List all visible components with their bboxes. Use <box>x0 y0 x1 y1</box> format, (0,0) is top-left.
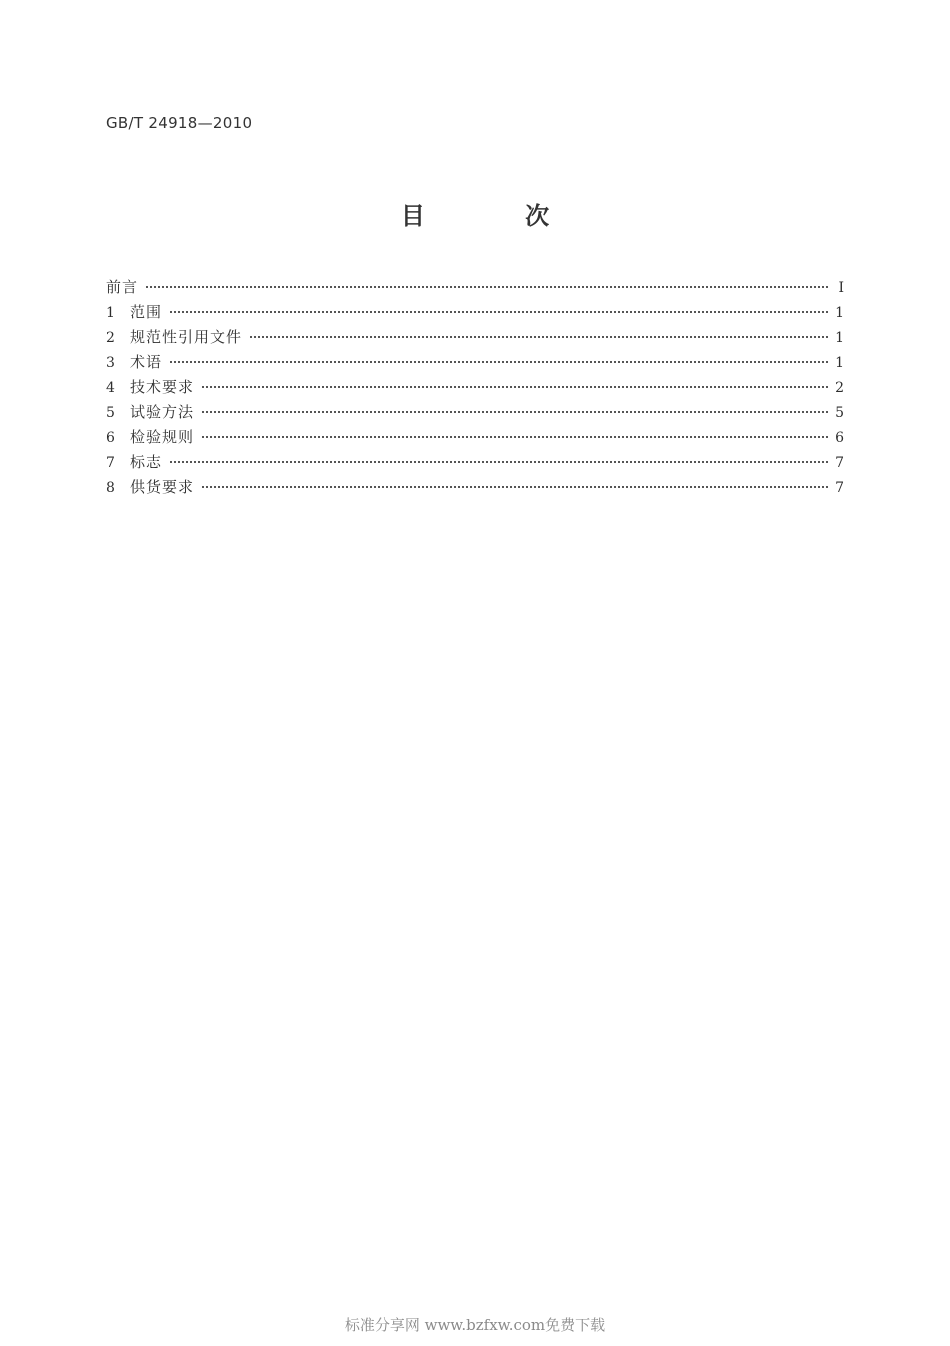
toc-entry-label: 供货要求 <box>130 478 195 496</box>
toc-entry-label: 前言 <box>106 278 139 296</box>
toc-entry-test-methods[interactable] <box>106 401 844 426</box>
toc-entry-page: 2 <box>835 380 844 396</box>
toc-entry-label: 检验规则 <box>130 428 195 446</box>
toc-entry-page: Ⅰ <box>838 280 844 296</box>
toc-dot-leader <box>250 336 828 338</box>
toc-entry-marking[interactable] <box>106 451 844 476</box>
toc-entry-number: 7 <box>106 455 115 471</box>
toc-entry-label: 范围 <box>130 303 163 321</box>
toc-entry-scope[interactable] <box>106 301 844 326</box>
toc-list <box>106 276 844 501</box>
toc-dot-leader <box>170 461 828 463</box>
toc-entry-label: 技术要求 <box>130 378 195 396</box>
toc-entry-number: 1 <box>106 305 115 321</box>
toc-entry-number: 2 <box>106 330 115 346</box>
toc-entry-number: 5 <box>106 405 115 421</box>
toc-entry-label: 试验方法 <box>130 403 195 421</box>
toc-dot-leader <box>146 286 828 288</box>
toc-dot-leader <box>202 486 828 488</box>
toc-entry-number: 8 <box>106 480 115 496</box>
footer-watermark: 标准分享网 www.bzfxw.com免费下载 <box>344 1316 606 1334</box>
toc-entry-inspection-rules[interactable] <box>106 426 844 451</box>
toc-entry-technical-requirements[interactable] <box>106 376 844 401</box>
standard-code: GB/T 24918—2010 <box>106 114 253 132</box>
toc-dot-leader <box>202 436 828 438</box>
toc-dot-leader <box>170 361 828 363</box>
toc-entry-number: 4 <box>106 380 115 396</box>
toc-entry-terms[interactable] <box>106 351 844 376</box>
toc-entry-page: 1 <box>835 305 844 321</box>
toc-entry-page: 7 <box>835 480 844 496</box>
toc-entry-label: 术语 <box>130 353 163 371</box>
toc-entry-page: 7 <box>835 455 844 471</box>
toc-entry-page: 6 <box>835 430 844 446</box>
toc-entry-label: 标志 <box>130 453 163 471</box>
toc-dot-leader <box>202 411 828 413</box>
toc-title: 目 次 <box>400 202 596 230</box>
toc-dot-leader <box>202 386 828 388</box>
toc-entry-page: 5 <box>835 405 844 421</box>
toc-entry-foreword[interactable] <box>106 276 844 301</box>
toc-dot-leader <box>170 311 828 313</box>
toc-entry-number: 3 <box>106 355 115 371</box>
toc-entry-page: 1 <box>835 355 844 371</box>
toc-entry-label: 规范性引用文件 <box>130 328 243 346</box>
toc-entry-page: 1 <box>835 330 844 346</box>
toc-entry-supply-requirements[interactable] <box>106 476 844 501</box>
toc-entry-normative-references[interactable] <box>106 326 844 351</box>
toc-entry-number: 6 <box>106 430 115 446</box>
